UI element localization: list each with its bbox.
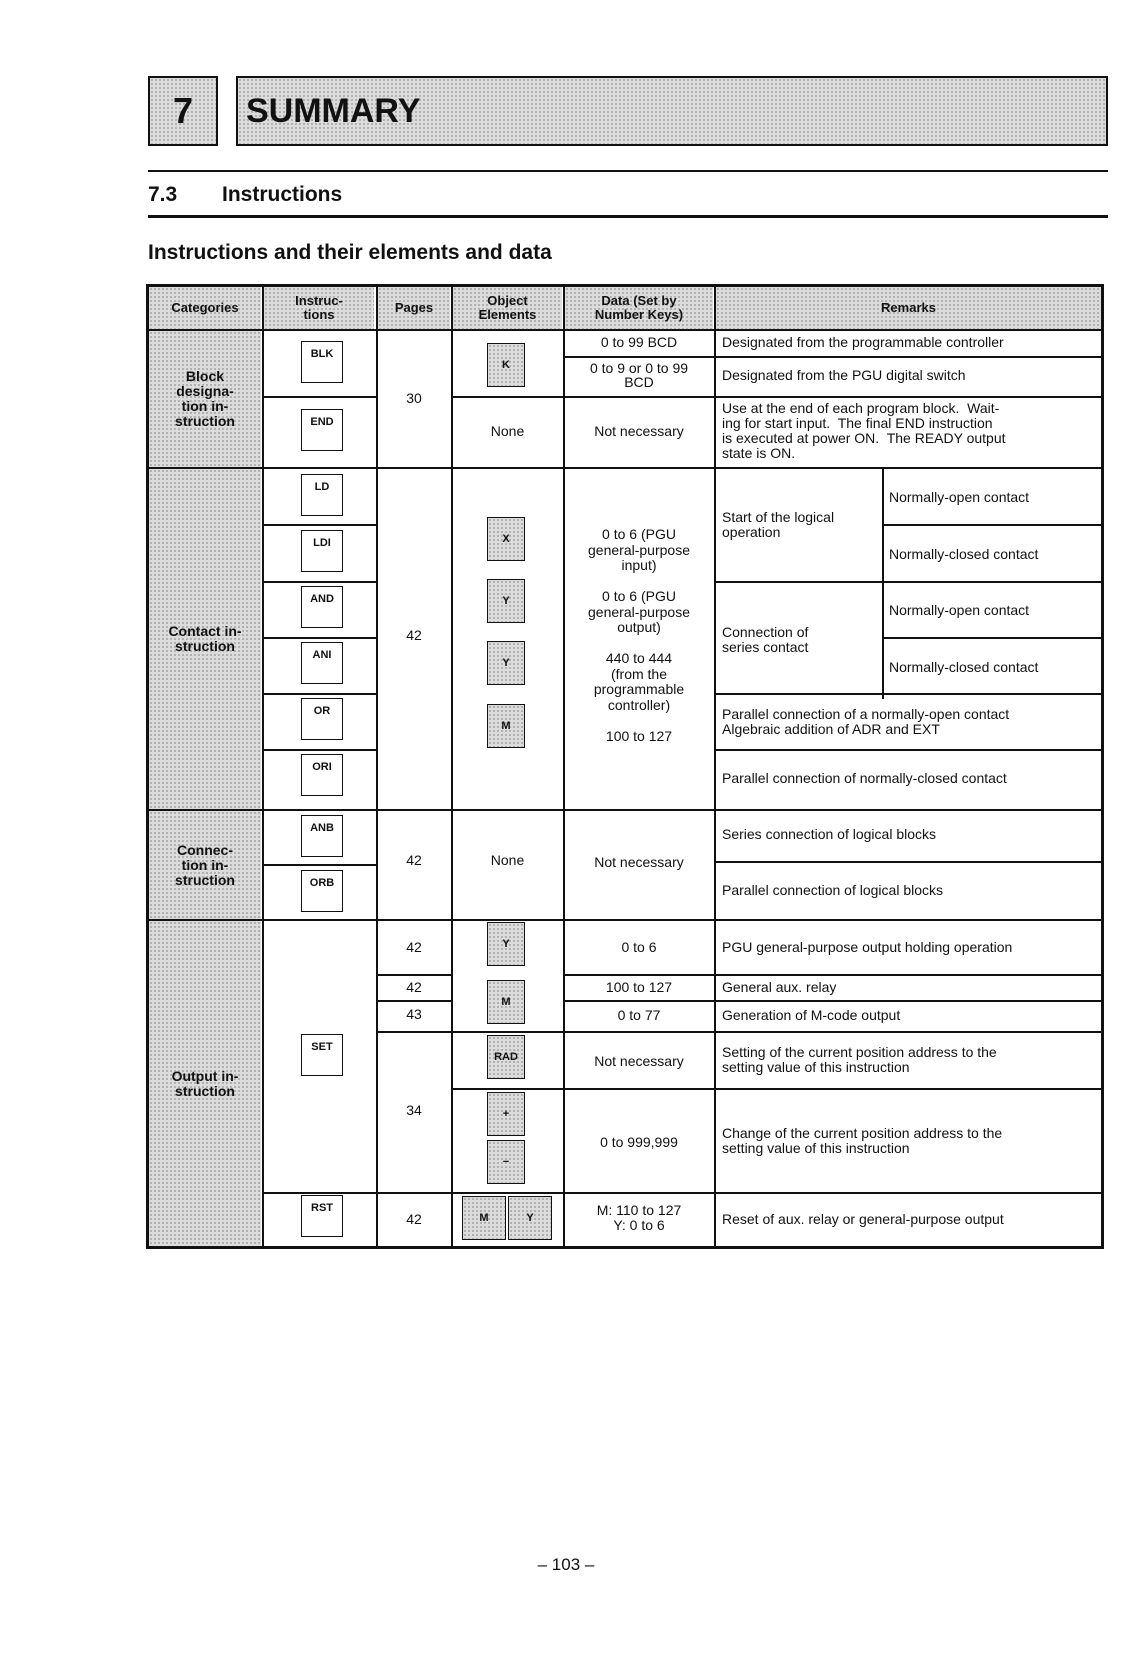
category-block-designation: Block designa- tion in- struction — [149, 331, 261, 467]
section-rule-top — [148, 170, 1108, 172]
header-data: Data (Set by Number Keys) — [565, 287, 713, 329]
grid-line — [376, 1000, 451, 1002]
grid-line — [451, 1088, 1101, 1090]
grid-line — [714, 861, 1101, 863]
section-title: Instructions — [222, 183, 343, 206]
data-out1: 0 to 6 — [621, 939, 657, 955]
remark-out5: Change of the current position address to the setting value of this instruction — [722, 1125, 1003, 1156]
key-ld: LD — [301, 474, 343, 516]
header-object-elements: Object Elements — [453, 287, 562, 329]
remark-orb: Parallel connection of logical blocks — [722, 882, 944, 898]
object-key-y: Y — [508, 1196, 552, 1240]
remark-anb: Series connection of logical blocks — [722, 826, 937, 842]
data-out3: 0 to 77 — [617, 1007, 661, 1023]
key-end: END — [301, 409, 343, 451]
grid-line — [882, 637, 1101, 639]
key-set: SET — [301, 1034, 343, 1076]
data-out6: M: 110 to 127 Y: 0 to 6 — [596, 1202, 682, 1233]
remark-out3: Generation of M-code output — [722, 1007, 901, 1023]
data-connection: Not necessary — [594, 854, 684, 870]
remark-blk1: Designated from the programmable controller — [722, 334, 1004, 350]
key-anb: ANB — [301, 815, 343, 857]
data-blk1: 0 to 99 BCD — [600, 334, 678, 350]
grid-line — [262, 581, 376, 583]
header-instructions: Instruc- tions — [264, 287, 374, 329]
remark-normally-open: Normally-open contact — [889, 489, 1030, 505]
page-subtitle: Instructions and their elements and data — [148, 241, 552, 264]
grid-line — [262, 396, 376, 398]
grid-line — [451, 396, 1101, 398]
grid-line — [149, 467, 1101, 469]
category-output: Output in- struction — [149, 921, 261, 1246]
grid-line — [714, 749, 1101, 751]
object-key-minus: − — [487, 1140, 525, 1184]
grid-line — [149, 919, 1101, 921]
section-rule-bottom — [148, 215, 1108, 218]
remark-normally-closed: Normally-closed contact — [889, 659, 1039, 675]
grid-line — [376, 1031, 1101, 1033]
grid-line — [262, 693, 376, 695]
key-orb: ORB — [301, 870, 343, 912]
grid-line — [563, 1000, 1101, 1002]
grid-line — [262, 524, 376, 526]
category-contact: Contact in- struction — [149, 469, 261, 809]
object-key-rad: RAD — [487, 1035, 525, 1079]
object-key-k: K — [487, 343, 525, 387]
pages-out3: 43 — [406, 1006, 422, 1022]
pages-out1: 42 — [406, 939, 422, 955]
object-none-end: None — [490, 423, 525, 439]
remark-normally-open: Normally-open contact — [889, 602, 1030, 618]
grid-line — [262, 864, 376, 866]
data-out4: Not necessary — [594, 1053, 684, 1069]
remark-normally-closed: Normally-closed contact — [889, 546, 1039, 562]
grid-line — [563, 974, 1101, 976]
grid-line — [262, 637, 376, 639]
remark-out2: General aux. relay — [722, 979, 837, 995]
object-key-y: Y — [487, 579, 525, 623]
pages-block: 30 — [406, 390, 422, 406]
key-blk: BLK — [301, 341, 343, 383]
key-or: OR — [301, 698, 343, 740]
key-rst: RST — [301, 1195, 343, 1237]
section-number: 7.3 — [148, 183, 178, 206]
pages-out5: 42 — [406, 1211, 422, 1227]
grid-line — [714, 581, 1101, 583]
header-pages: Pages — [378, 287, 450, 329]
key-ori: ORI — [301, 754, 343, 796]
remark-series-contact: Connection of series contact — [722, 624, 809, 655]
grid-line — [149, 329, 1101, 331]
chapter-title: SUMMARY — [236, 76, 1108, 146]
pages-out4: 34 — [406, 1102, 422, 1118]
remark-end: Use at the end of each program block. Wait- ing for start input. The final END instruction is executed at power ON. The READY output state is ON. — [722, 400, 1006, 461]
grid-line — [563, 356, 1101, 358]
remark-blk2: Designated from the PGU digital switch — [722, 367, 966, 383]
key-and: AND — [301, 586, 343, 628]
remark-out1: PGU general-purpose output holding operation — [722, 939, 1013, 955]
chapter-number: 7 — [148, 76, 218, 146]
data-blk2: 0 to 9 or 0 to 99 BCD — [589, 360, 689, 390]
pages-out2: 42 — [406, 979, 422, 995]
object-none-connection: None — [490, 852, 525, 868]
remark-start-logical: Start of the logical operation — [722, 509, 835, 540]
data-out5: 0 to 999,999 — [600, 1134, 678, 1150]
object-key-m: M — [487, 980, 525, 1024]
data-out2: 100 to 127 — [605, 979, 673, 995]
object-key-plus: + — [487, 1092, 525, 1136]
grid-line — [262, 1192, 1101, 1194]
remark-or: Parallel connection of a normally-open contact Algebraic addition of ADR and EXT — [722, 706, 1010, 737]
key-ani: ANI — [301, 642, 343, 684]
grid-line — [714, 287, 716, 1246]
remark-out4: Setting of the current position address to the setting value of this instruction — [722, 1044, 997, 1075]
header-remarks: Remarks — [716, 287, 1101, 329]
data-end: Not necessary — [594, 423, 684, 439]
pages-contact: 42 — [406, 627, 422, 643]
object-key-y: Y — [487, 922, 525, 966]
remark-ori: Parallel connection of normally-closed contact — [722, 770, 1007, 786]
grid-line — [262, 749, 376, 751]
grid-line — [714, 693, 1101, 695]
category-connection: Connec- tion in- struction — [149, 811, 261, 919]
pages-connection: 42 — [406, 852, 422, 868]
object-key-m: M — [487, 704, 525, 748]
header-categories: Categories — [149, 287, 261, 329]
grid-line — [882, 524, 1101, 526]
object-key-x: X — [487, 517, 525, 561]
object-key-y: Y — [487, 641, 525, 685]
key-ldi: LDI — [301, 530, 343, 572]
data-contact: 0 to 6 (PGU general-purpose input) 0 to 6 (PGU general-purpose output) 440 to 444 (from the programmable controller) 100 to 127 — [588, 526, 690, 744]
object-key-m: M — [462, 1196, 506, 1240]
grid-line — [262, 287, 264, 1246]
remark-out6: Reset of aux. relay or general-purpose output — [722, 1211, 1004, 1227]
page-number: – 103 – — [537, 1555, 595, 1574]
grid-line — [882, 469, 884, 699]
grid-line — [376, 974, 451, 976]
grid-line — [149, 809, 1101, 811]
